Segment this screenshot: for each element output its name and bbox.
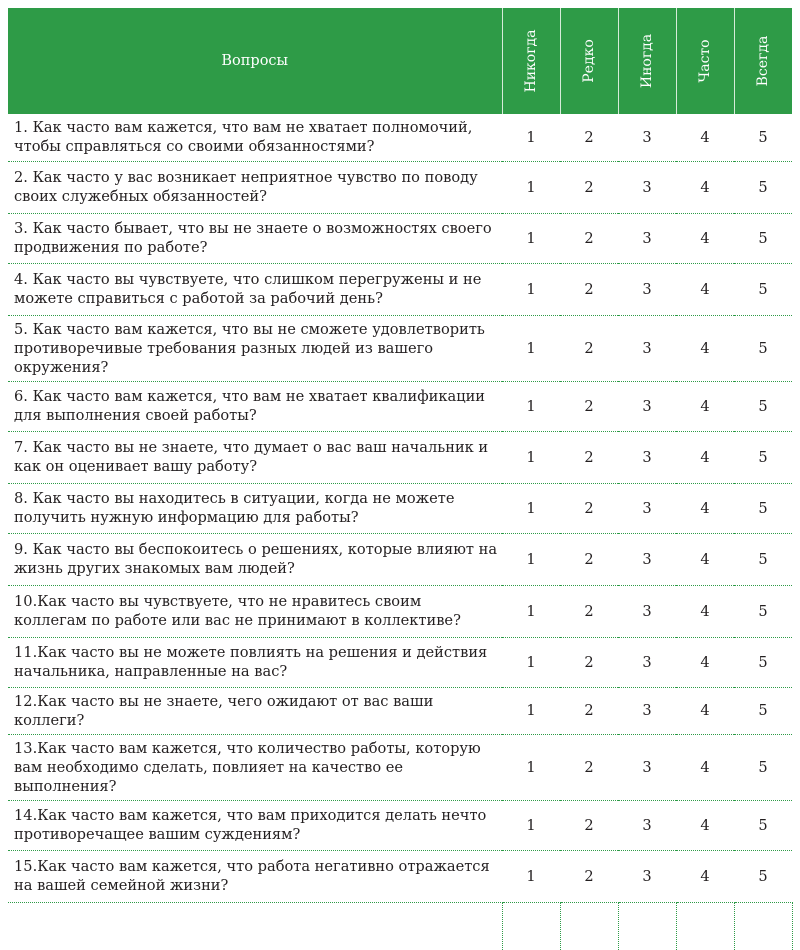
question-row — [8, 533, 792, 585]
question-text: 12.Как часто вы не знаете, чего ожидают от вас ваши коллеги? — [8, 687, 502, 734]
answer-score-option[interactable]: 3 — [618, 315, 676, 381]
question-row — [8, 315, 792, 381]
answer-score-option[interactable]: 3 — [618, 800, 676, 850]
question-row — [8, 800, 792, 850]
answer-score-option[interactable]: 1 — [502, 161, 560, 213]
option-header-rarely: Редко — [560, 8, 618, 114]
empty-answer-box[interactable] — [676, 902, 734, 950]
questions-body — [8, 114, 792, 950]
answer-score-option[interactable]: 1 — [502, 533, 560, 585]
answer-score-option[interactable]: 5 — [734, 637, 792, 687]
question-row — [8, 114, 792, 161]
answer-score-option[interactable]: 1 — [502, 585, 560, 637]
answer-score-option[interactable]: 4 — [676, 381, 734, 431]
question-text: 7. Как часто вы не знаете, что думает о вас ваш начальник и как он оценивает вашу работу? — [8, 431, 502, 483]
answer-score-option[interactable]: 4 — [676, 637, 734, 687]
answer-score-option[interactable]: 1 — [502, 637, 560, 687]
answer-score-option[interactable]: 3 — [618, 483, 676, 533]
answer-score-option[interactable]: 3 — [618, 734, 676, 800]
question-row — [8, 637, 792, 687]
empty-answer-box[interactable] — [560, 902, 618, 950]
question-row — [8, 263, 792, 315]
question-row — [8, 213, 792, 263]
answer-score-option[interactable]: 5 — [734, 585, 792, 637]
empty-answer-row — [8, 902, 792, 950]
stress-questionnaire-table — [8, 8, 793, 950]
header-row — [8, 8, 792, 114]
answer-score-option[interactable]: 2 — [560, 800, 618, 850]
empty-answer-box[interactable] — [618, 902, 676, 950]
answer-score-option[interactable]: 4 — [676, 315, 734, 381]
answer-score-option[interactable]: 4 — [676, 213, 734, 263]
question-text: 1. Как часто вам кажется, что вам не хватает полномочий, чтобы справляться со своими обязанностями? — [8, 114, 502, 161]
answer-score-option[interactable]: 1 — [502, 263, 560, 315]
question-text: 15.Как часто вам кажется, что работа негативно отражается на вашей семейной жизни? — [8, 850, 502, 902]
answer-score-option[interactable]: 1 — [502, 734, 560, 800]
answer-score-option[interactable]: 1 — [502, 315, 560, 381]
answer-score-option[interactable]: 2 — [560, 161, 618, 213]
answer-score-option[interactable]: 2 — [560, 263, 618, 315]
answer-score-option[interactable]: 2 — [560, 687, 618, 734]
question-row — [8, 687, 792, 734]
answer-score-option[interactable]: 5 — [734, 381, 792, 431]
answer-score-option[interactable]: 1 — [502, 687, 560, 734]
answer-score-option[interactable]: 5 — [734, 533, 792, 585]
answer-score-option[interactable]: 5 — [734, 734, 792, 800]
questionnaire-page — [8, 8, 792, 950]
answer-score-option[interactable]: 3 — [618, 114, 676, 161]
answer-score-option[interactable]: 4 — [676, 687, 734, 734]
question-text: 10.Как часто вы чувствуете, что не нравитесь своим коллегам по работе или вас не принимают в коллективе? — [8, 585, 502, 637]
answer-score-option[interactable]: 2 — [560, 114, 618, 161]
answer-score-option[interactable]: 4 — [676, 533, 734, 585]
answer-score-option[interactable]: 2 — [560, 213, 618, 263]
option-header-often: Часто — [676, 8, 734, 114]
answer-score-option[interactable]: 2 — [560, 315, 618, 381]
answer-score-option[interactable]: 2 — [560, 533, 618, 585]
questions-header: Вопросы — [8, 8, 502, 114]
empty-question-cell — [8, 902, 502, 950]
answer-score-option[interactable]: 3 — [618, 431, 676, 483]
answer-score-option[interactable]: 1 — [502, 483, 560, 533]
answer-score-option[interactable]: 5 — [734, 161, 792, 213]
answer-score-option[interactable]: 5 — [734, 800, 792, 850]
question-text: 9. Как часто вы беспокоитесь о решениях, которые влияют на жизнь других знакомых вам людей? — [8, 533, 502, 585]
answer-score-option[interactable]: 3 — [618, 533, 676, 585]
question-text: 8. Как часто вы находитесь в ситуации, когда не можете получить нужную информацию для работы? — [8, 483, 502, 533]
empty-answer-box[interactable] — [502, 902, 560, 950]
question-text: 3. Как часто бывает, что вы не знаете о возможностях своего продвижения по работе? — [8, 213, 502, 263]
answer-score-option[interactable]: 5 — [734, 850, 792, 902]
answer-score-option[interactable]: 1 — [502, 850, 560, 902]
answer-score-option[interactable]: 2 — [560, 734, 618, 800]
answer-score-option[interactable]: 4 — [676, 161, 734, 213]
answer-score-option[interactable]: 4 — [676, 114, 734, 161]
question-text: 11.Как часто вы не можете повлиять на решения и действия начальника, направленные на вас? — [8, 637, 502, 687]
answer-score-option[interactable]: 4 — [676, 431, 734, 483]
question-text: 5. Как часто вам кажется, что вы не сможете удовлетворить противоречивые требования разных людей из вашего окружения? — [8, 315, 502, 381]
question-row — [8, 850, 792, 902]
answer-score-option[interactable]: 5 — [734, 114, 792, 161]
answer-score-option[interactable]: 4 — [676, 483, 734, 533]
question-row — [8, 161, 792, 213]
answer-score-option[interactable]: 1 — [502, 213, 560, 263]
answer-score-option[interactable]: 2 — [560, 850, 618, 902]
question-text: 4. Как часто вы чувствуете, что слишком перегружены и не можете справиться с работой за рабочий день? — [8, 263, 502, 315]
answer-score-option[interactable]: 4 — [676, 734, 734, 800]
answer-score-option[interactable]: 3 — [618, 585, 676, 637]
answer-score-option[interactable]: 1 — [502, 114, 560, 161]
answer-score-option[interactable]: 2 — [560, 483, 618, 533]
question-text: 2. Как часто у вас возникает неприятное чувство по поводу своих служебных обязанностей? — [8, 161, 502, 213]
question-row — [8, 734, 792, 800]
answer-score-option[interactable]: 2 — [560, 585, 618, 637]
question-text: 6. Как часто вам кажется, что вам не хватает квалификации для выполнения своей работы? — [8, 381, 502, 431]
answer-score-option[interactable]: 3 — [618, 637, 676, 687]
answer-score-option[interactable]: 3 — [618, 687, 676, 734]
answer-score-option[interactable]: 4 — [676, 850, 734, 902]
question-row — [8, 381, 792, 431]
answer-score-option[interactable]: 5 — [734, 315, 792, 381]
question-row — [8, 483, 792, 533]
answer-score-option[interactable]: 4 — [676, 800, 734, 850]
answer-score-option[interactable]: 3 — [618, 381, 676, 431]
answer-score-option[interactable]: 5 — [734, 213, 792, 263]
option-header-never: Никогда — [502, 8, 560, 114]
question-text: 13.Как часто вам кажется, что количество работы, которую вам необходимо сделать, повлияет на качество ее выполнения? — [8, 734, 502, 800]
answer-score-option[interactable]: 5 — [734, 687, 792, 734]
question-row — [8, 431, 792, 483]
answer-score-option[interactable]: 4 — [676, 585, 734, 637]
option-header-sometimes: Иногда — [618, 8, 676, 114]
answer-score-option[interactable]: 5 — [734, 431, 792, 483]
answer-score-option[interactable]: 5 — [734, 483, 792, 533]
question-row — [8, 585, 792, 637]
answer-score-option[interactable]: 3 — [618, 161, 676, 213]
answer-score-option[interactable]: 2 — [560, 431, 618, 483]
answer-score-option[interactable]: 5 — [734, 263, 792, 315]
answer-score-option[interactable]: 1 — [502, 431, 560, 483]
answer-score-option[interactable]: 4 — [676, 263, 734, 315]
option-header-always: Всегда — [734, 8, 792, 114]
question-text: 14.Как часто вам кажется, что вам приходится делать нечто противоречащее вашим суждениям? — [8, 800, 502, 850]
empty-answer-box[interactable] — [734, 902, 792, 950]
answer-score-option[interactable]: 1 — [502, 381, 560, 431]
answer-score-option[interactable]: 2 — [560, 381, 618, 431]
answer-score-option[interactable]: 2 — [560, 637, 618, 687]
answer-score-option[interactable]: 3 — [618, 263, 676, 315]
answer-score-option[interactable]: 3 — [618, 850, 676, 902]
answer-score-option[interactable]: 3 — [618, 213, 676, 263]
answer-score-option[interactable]: 1 — [502, 800, 560, 850]
